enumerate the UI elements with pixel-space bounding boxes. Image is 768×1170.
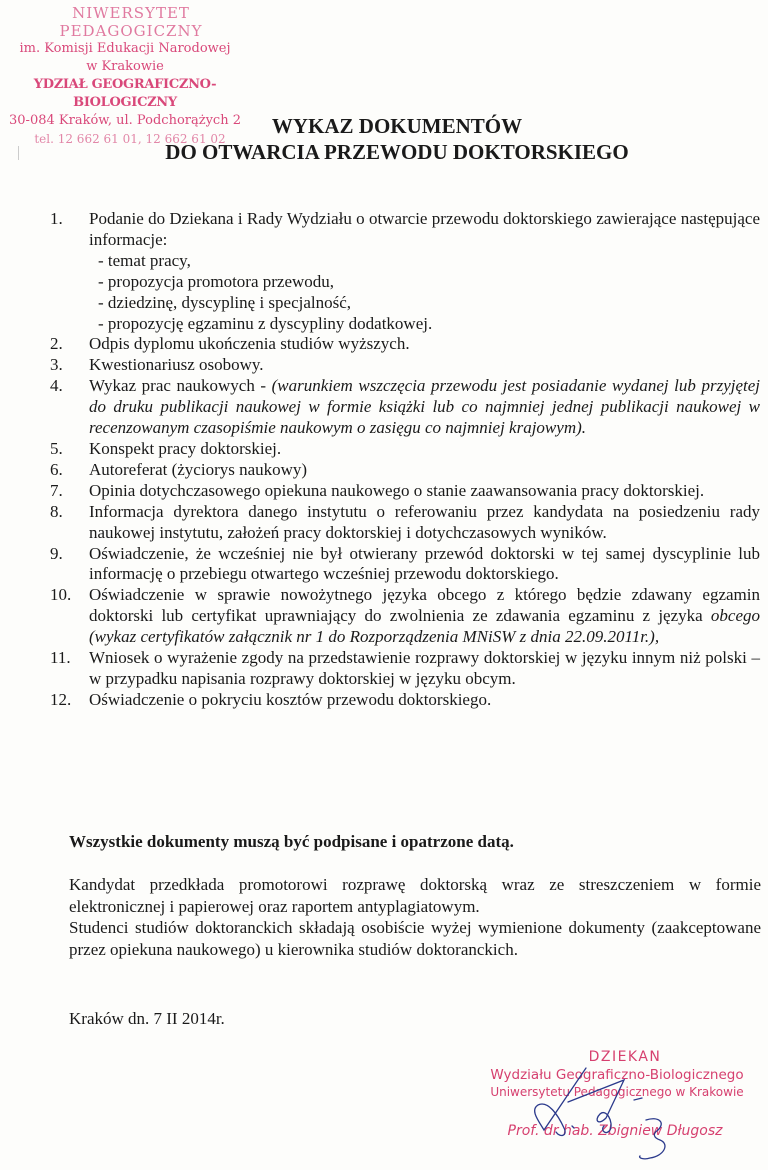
list-item [50, 460, 760, 481]
item-number: 5. [50, 438, 63, 458]
dean-name: Prof. dr hab. Zbigniew Długosz [507, 1123, 723, 1139]
list-item [50, 334, 760, 355]
item-text: Oświadczenie o pokryciu kosztów przewodu doktorskiego. [89, 689, 492, 709]
paragraph: Studenci studiów doktoranckich składają osobiście wyżej wymienione dokumenty (zaakceptowane przez opiekuna naukowego) u kierownika studiów doktoranckich. [69, 918, 761, 959]
item-text: Podanie do Dziekana i Rady Wydziału o otwarcie przewodu doktorskiego zawierające następujące informacje: [89, 209, 760, 249]
sub-item: - propozycja promotora przewodu, [98, 271, 335, 291]
stamp-line: YDZIAŁ GEOGRAFICZNO-BIOLOGICZNY [33, 77, 217, 110]
sub-item: - propozycję egzaminu z dyscypliny dodatkowej. [98, 313, 433, 333]
dean-title: DZIEKAN [588, 1049, 662, 1065]
stamp-line: tel. 12 662 61 01, 12 662 61 02 [34, 132, 226, 146]
list-item [50, 690, 760, 711]
item-number: 9. [50, 543, 63, 563]
item-text: Wykaz prac naukowych - [89, 376, 272, 396]
item-text: Kwestionariusz osobowy. [89, 355, 264, 375]
list-item [50, 439, 760, 460]
item-number: 7. [50, 480, 63, 500]
item-text: Odpis dyplomu ukończenia studiów wyższych. [89, 334, 410, 354]
item-text: Opinia dotychczasowego opiekuna naukowego o stanie zaawansowania pracy doktorskiej. [89, 480, 705, 500]
list-item [50, 544, 760, 586]
item-number: 1. [50, 209, 63, 228]
document-list [50, 209, 760, 711]
stamp-line: w Krakowie [86, 59, 164, 74]
item-number: 8. [50, 501, 63, 521]
sub-item: - temat pracy, [98, 250, 191, 270]
item-text: Konspekt pracy doktorskiej. [89, 438, 282, 458]
title-line-1: WYKAZ DOKUMENTÓW [271, 114, 523, 138]
signature-requirement-note: Wszystkie dokumenty muszą być podpisane i opatrzone datą. [69, 832, 514, 851]
item-number: 12. [50, 689, 72, 709]
instructions-paragraph [69, 874, 761, 960]
list-item [50, 355, 760, 376]
dean-university: Uniwersytetu Pedagogicznego w Krakowie [490, 1085, 744, 1099]
list-item [50, 585, 760, 648]
paragraph: Kandydat przedkłada promotorowi rozprawę doktorską wraz ze streszczeniem w formie elektronicznej i papierowej oraz raportem antyplagiatowym. [69, 875, 761, 916]
item-number: 6. [50, 459, 63, 479]
list-item [50, 209, 760, 334]
item-italic-text: (warunkiem wszczęcia przewodu jest posiadanie wydanej lub przyjętej do druku publikacji naukowej w formie książki lub co najmniej jednej publikacji naukowej w recenzowanym czasopiśmie naukowym o zasięgu co najmniej krajowym). [89, 376, 760, 438]
stamp-line: im. Komisji Edukacji Narodowej [19, 41, 231, 56]
stamp-line: 30-084 Kraków, ul. Podchorążych 2 [9, 113, 241, 128]
item-number: 10. [50, 585, 72, 605]
document-date: Kraków dn. 7 II 2014r. [69, 1009, 225, 1028]
item-number: 4. [50, 376, 63, 396]
list-item [50, 376, 760, 439]
handwritten-signature-icon [528, 1060, 728, 1170]
sub-item: - dziedzinę, dyscyplinę i specjalność, [98, 292, 352, 312]
document-title [0, 113, 768, 165]
item-text: Oświadczenie, że wcześniej nie był otwierany przewód doktorski w tej samej dyscyplinie lub informację o przebiegu otwartego wcześniej przewodu doktorskiego. [89, 543, 760, 584]
item-text: Oświadczenie w sprawie nowożytnego języka obcego z którego będzie zdawany egzamin doktorski lub certyfikat uprawniający do zwolnienia ze zdawania egzaminu z języka [89, 585, 760, 626]
stamp-line: NIWERSYTET PEDAGOGICZNY [59, 4, 203, 40]
list-item [50, 481, 760, 502]
item-text: Wniosek o wyrażenie zgody na przedstawienie rozprawy doktorskiej w języku innym niż polski – w przypadku napisania rozprawy doktorskiej w języku obcym. [89, 648, 760, 688]
item-number: 3. [50, 355, 63, 375]
dean-faculty: Wydziału Geograficzno-Biologicznego [490, 1067, 744, 1083]
item-number: 11. [50, 648, 71, 668]
item-italic-text: obcego (wykaz certyfikatów załącznik nr 1 do Rozporządzenia MNiSW z dnia 22.09.2011r.), [89, 606, 760, 647]
title-line-2: DO OTWARCIA PRZEWODU DOKTORSKIEGO [165, 140, 629, 164]
list-item [50, 648, 760, 690]
list-item [50, 502, 760, 544]
item-text: Autoreferat (życiorys naukowy) [89, 459, 308, 479]
item-text: Informacja dyrektora danego instytutu o referowaniu przez kandydata na posiedzeniu rady naukowej instytutu, założeń pracy doktorskiej i dotychczasowych wyników. [89, 501, 760, 542]
item-number: 2. [50, 334, 63, 354]
